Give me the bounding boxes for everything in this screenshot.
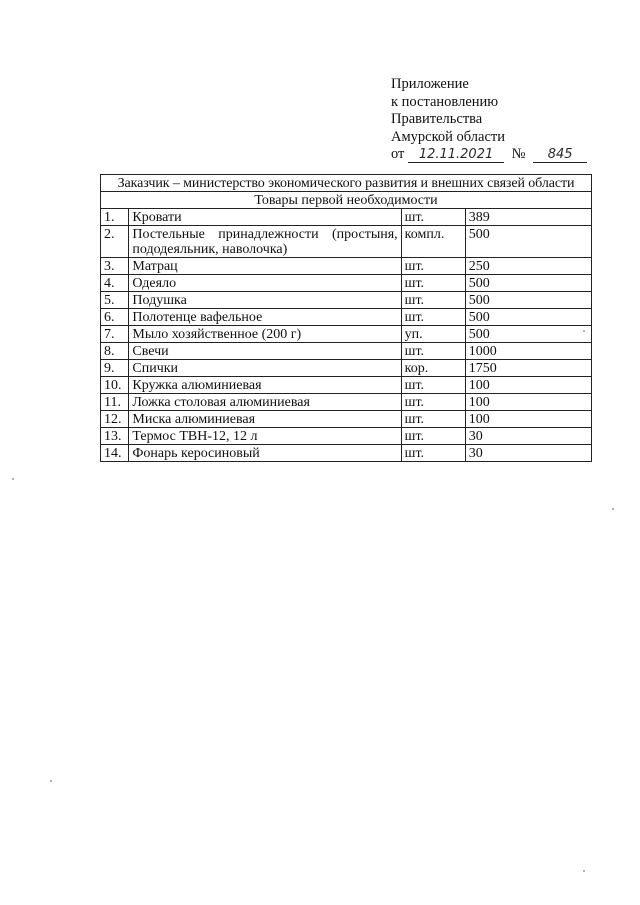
item-quantity: 30 xyxy=(465,445,591,462)
row-number: 9. xyxy=(101,360,129,377)
table-row xyxy=(101,309,592,326)
handwritten-number: 845 xyxy=(533,147,587,163)
row-number: 12. xyxy=(101,411,129,428)
item-name: Кровати xyxy=(129,209,401,226)
item-unit: шт. xyxy=(401,428,465,445)
appendix-date-line xyxy=(391,146,621,164)
row-number: 13. xyxy=(101,428,129,445)
table-row xyxy=(101,226,592,258)
row-number: 11. xyxy=(101,394,129,411)
appendix-line-4: Амурской области xyxy=(391,128,505,145)
table-row xyxy=(101,258,592,275)
item-quantity: 500 xyxy=(465,292,591,309)
item-quantity: 100 xyxy=(465,377,591,394)
item-quantity: 100 xyxy=(465,411,591,428)
row-number: 4. xyxy=(101,275,129,292)
item-unit: шт. xyxy=(401,275,465,292)
item-name: Кружка алюминиевая xyxy=(129,377,401,394)
scan-speck xyxy=(50,780,52,782)
date-prefix: от xyxy=(391,146,405,162)
handwritten-date: 12.11.2021 xyxy=(408,147,504,163)
table-row xyxy=(101,411,592,428)
item-name: Матрац xyxy=(129,258,401,275)
item-quantity: 500 xyxy=(465,226,591,258)
table-row xyxy=(101,445,592,462)
table-row xyxy=(101,360,592,377)
item-quantity: 100 xyxy=(465,394,591,411)
item-unit: шт. xyxy=(401,209,465,226)
item-quantity: 500 xyxy=(465,309,591,326)
item-name: Полотенце вафельное xyxy=(129,309,401,326)
item-name: Подушка xyxy=(129,292,401,309)
section-row xyxy=(101,192,592,209)
item-name: Ложка столовая алюминиевая xyxy=(129,394,401,411)
item-name: Миска алюминиевая xyxy=(129,411,401,428)
scan-speck xyxy=(612,508,614,510)
row-number: 1. xyxy=(101,209,129,226)
table-row xyxy=(101,377,592,394)
item-unit: кор. xyxy=(401,360,465,377)
appendix-line-1: Приложение xyxy=(391,76,469,92)
appendix-line-2: к постановлению xyxy=(391,93,499,110)
item-unit: шт. xyxy=(401,343,465,360)
item-quantity: 500 xyxy=(465,275,591,292)
row-number: 3. xyxy=(101,258,129,275)
table-row xyxy=(101,209,592,226)
row-number: 2. xyxy=(101,226,129,258)
row-number: 14. xyxy=(101,445,129,462)
item-quantity: 1750 xyxy=(465,360,591,377)
number-sign: № xyxy=(511,146,526,162)
table-row xyxy=(101,394,592,411)
item-name: Одеяло xyxy=(129,275,401,292)
item-name: Фонарь керосиновый xyxy=(129,445,401,462)
row-number: 10. xyxy=(101,377,129,394)
item-quantity: 389 xyxy=(465,209,591,226)
item-quantity: 30 xyxy=(465,428,591,445)
item-unit: шт. xyxy=(401,445,465,462)
item-name: Мыло хозяйственное (200 г) xyxy=(129,326,401,343)
appendix-block xyxy=(391,76,621,164)
row-number: 8. xyxy=(101,343,129,360)
item-quantity: 1000 xyxy=(465,343,591,360)
table-row xyxy=(101,326,592,343)
item-quantity: 500 xyxy=(465,326,591,343)
item-unit: шт. xyxy=(401,309,465,326)
table-row xyxy=(101,343,592,360)
item-unit: компл. xyxy=(401,226,465,258)
item-unit: шт. xyxy=(401,394,465,411)
scan-speck xyxy=(583,870,585,872)
row-number: 6. xyxy=(101,309,129,326)
section-title: Товары первой необходимости xyxy=(101,192,592,209)
customer-cell: Заказчик – министерство экономического развития и внешних связей области xyxy=(101,175,592,192)
row-number: 7. xyxy=(101,326,129,343)
item-name: Свечи xyxy=(129,343,401,360)
table-row xyxy=(101,275,592,292)
item-unit: шт. xyxy=(401,377,465,394)
item-unit: шт. xyxy=(401,292,465,309)
customer-row xyxy=(101,175,592,192)
row-number: 5. xyxy=(101,292,129,309)
item-unit: шт. xyxy=(401,411,465,428)
table-row xyxy=(101,292,592,309)
item-unit: шт. xyxy=(401,258,465,275)
scan-speck xyxy=(583,330,585,332)
item-unit: уп. xyxy=(401,326,465,343)
item-quantity: 250 xyxy=(465,258,591,275)
item-name: Постельные принадлежности (простыня, пододеяльник, наволочка) xyxy=(129,226,401,258)
item-name: Термос ТВН-12, 12 л xyxy=(129,428,401,445)
table-row xyxy=(101,428,592,445)
appendix-line-3: Правительства xyxy=(391,111,483,127)
goods-table xyxy=(100,174,592,462)
item-name: Спички xyxy=(129,360,401,377)
scan-speck xyxy=(12,478,14,480)
